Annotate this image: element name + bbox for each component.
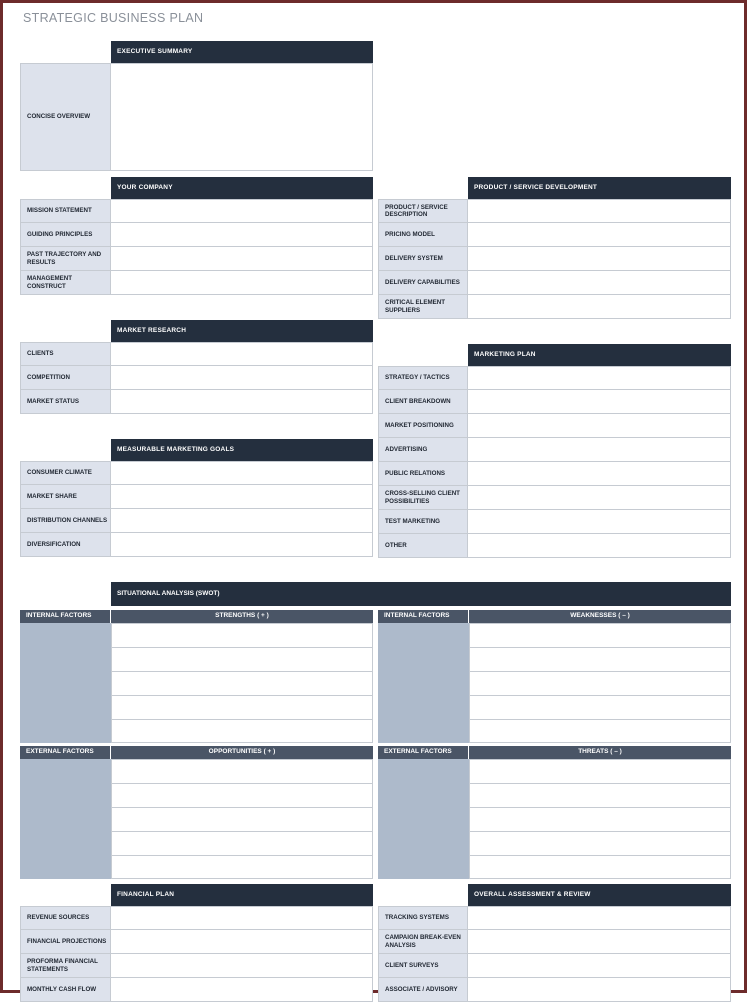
overall-assessment-row bbox=[378, 978, 731, 1002]
strengths-row-line bbox=[111, 719, 373, 720]
financial-plan-row-field[interactable] bbox=[111, 907, 373, 929]
overall-assessment-row-field[interactable] bbox=[468, 954, 731, 977]
marketing-goals-row bbox=[20, 509, 373, 533]
overall-assessment-row-field[interactable] bbox=[468, 907, 731, 929]
financial-plan-row bbox=[20, 930, 373, 954]
weaknesses-side-panel bbox=[378, 623, 469, 743]
marketing-plan-row-field[interactable] bbox=[468, 462, 731, 485]
marketing-goals-header: MEASURABLE MARKETING GOALS bbox=[111, 439, 373, 461]
your-company-row-field[interactable] bbox=[111, 223, 373, 246]
marketing-plan-row bbox=[378, 366, 731, 390]
threats-row-line bbox=[469, 783, 731, 784]
overall-assessment-row bbox=[378, 906, 731, 930]
marketing-plan-row-field[interactable] bbox=[468, 486, 731, 509]
marketing-goals-row-label: DIVERSIFICATION bbox=[20, 533, 111, 556]
page-title: STRATEGIC BUSINESS PLAN bbox=[23, 11, 204, 25]
your-company-row-label: PAST TRAJECTORY AND RESULTS bbox=[20, 247, 111, 270]
opportunities-row-line bbox=[111, 783, 373, 784]
overall-assessment-row-label: CAMPAIGN BREAK-EVEN ANALYSIS bbox=[378, 930, 468, 953]
product-service-row-label: PRICING MODEL bbox=[378, 223, 468, 246]
marketing-plan-row bbox=[378, 390, 731, 414]
opportunities-side-panel bbox=[20, 759, 111, 879]
financial-plan-header: FINANCIAL PLAN bbox=[111, 884, 373, 906]
marketing-plan-header: MARKETING PLAN bbox=[468, 344, 731, 366]
threats-row-line bbox=[469, 807, 731, 808]
marketing-plan-row-label: CLIENT BREAKDOWN bbox=[378, 390, 468, 413]
marketing-goals-row-field[interactable] bbox=[111, 509, 373, 532]
product-service-row-label: CRITICAL ELEMENT SUPPLIERS bbox=[378, 295, 468, 318]
overall-assessment-row-label: CLIENT SURVEYS bbox=[378, 954, 468, 977]
strengths-row-line bbox=[111, 647, 373, 648]
overall-assessment-row bbox=[378, 954, 731, 978]
market-research-row bbox=[20, 390, 373, 414]
marketing-plan-row-label: PUBLIC RELATIONS bbox=[378, 462, 468, 485]
market-research-row-field[interactable] bbox=[111, 366, 373, 389]
product-service-row-field[interactable] bbox=[468, 200, 731, 222]
market-research-row-label: COMPETITION bbox=[20, 366, 111, 389]
marketing-plan-row-field[interactable] bbox=[468, 510, 731, 533]
marketing-plan-row bbox=[378, 534, 731, 558]
marketing-plan-row-label: CROSS-SELLING CLIENT POSSIBILITIES bbox=[378, 486, 468, 509]
threats-input-area[interactable] bbox=[469, 759, 731, 879]
threats-side-label: EXTERNAL FACTORS bbox=[384, 748, 452, 755]
product-service-row-field[interactable] bbox=[468, 247, 731, 270]
market-research-row bbox=[20, 366, 373, 390]
product-service-header: PRODUCT / SERVICE DEVELOPMENT bbox=[468, 177, 731, 199]
weaknesses-header bbox=[378, 610, 731, 623]
marketing-plan-row bbox=[378, 462, 731, 486]
concise-overview-field[interactable] bbox=[111, 64, 373, 170]
weaknesses-row-line bbox=[469, 671, 731, 672]
market-research-row-field[interactable] bbox=[111, 343, 373, 365]
marketing-goals-row-field[interactable] bbox=[111, 533, 373, 556]
overall-assessment-header: OVERALL ASSESSMENT & REVIEW bbox=[468, 884, 731, 906]
marketing-plan-row bbox=[378, 414, 731, 438]
your-company-row-label: MANAGEMENT CONSTRUCT bbox=[20, 271, 111, 294]
financial-plan-row-label: REVENUE SOURCES bbox=[20, 907, 111, 929]
weaknesses-input-area[interactable] bbox=[469, 623, 731, 743]
product-service-row-label: DELIVERY SYSTEM bbox=[378, 247, 468, 270]
your-company-row bbox=[20, 223, 373, 247]
financial-plan-row-label: FINANCIAL PROJECTIONS bbox=[20, 930, 111, 953]
marketing-plan-row-label: MARKET POSITIONING bbox=[378, 414, 468, 437]
strengths-header bbox=[20, 610, 373, 623]
market-research-header: MARKET RESEARCH bbox=[111, 320, 373, 342]
marketing-plan-row-label: ADVERTISING bbox=[378, 438, 468, 461]
marketing-plan-row bbox=[378, 486, 731, 510]
overall-assessment-row-label: TRACKING SYSTEMS bbox=[378, 907, 468, 929]
overall-assessment-row-field[interactable] bbox=[468, 978, 731, 1001]
product-service-row bbox=[378, 271, 731, 295]
marketing-plan-row-field[interactable] bbox=[468, 438, 731, 461]
marketing-goals-row-field[interactable] bbox=[111, 462, 373, 484]
overall-assessment-row bbox=[378, 930, 731, 954]
strengths-label: STRENGTHS ( + ) bbox=[215, 612, 269, 619]
weaknesses-row-line bbox=[469, 719, 731, 720]
opportunities-row-line bbox=[111, 855, 373, 856]
your-company-row-field[interactable] bbox=[111, 271, 373, 294]
weaknesses-row-line bbox=[469, 647, 731, 648]
marketing-goals-row-field[interactable] bbox=[111, 485, 373, 508]
marketing-goals-row-label: MARKET SHARE bbox=[20, 485, 111, 508]
financial-plan-row bbox=[20, 954, 373, 978]
product-service-row bbox=[378, 199, 731, 223]
strengths-input-area[interactable] bbox=[111, 623, 373, 743]
weaknesses-row-line bbox=[469, 695, 731, 696]
marketing-goals-row bbox=[20, 461, 373, 485]
opportunities-input-area[interactable] bbox=[111, 759, 373, 879]
marketing-plan-row-label: STRATEGY / TACTICS bbox=[378, 367, 468, 389]
your-company-header: YOUR COMPANY bbox=[111, 177, 373, 199]
swot-banner: SITUATIONAL ANALYSIS (SWOT) bbox=[111, 582, 731, 606]
product-service-row bbox=[378, 223, 731, 247]
product-service-row-label: PRODUCT / SERVICE DESCRIPTION bbox=[378, 200, 468, 222]
financial-plan-row-label: MONTHLY CASH FLOW bbox=[20, 978, 111, 1001]
opportunities-header bbox=[20, 746, 373, 759]
your-company-row-label: GUIDING PRINCIPLES bbox=[20, 223, 111, 246]
threats-side-panel bbox=[378, 759, 469, 879]
strengths-side-panel bbox=[20, 623, 111, 743]
marketing-plan-row-label: OTHER bbox=[378, 534, 468, 557]
your-company-row-field[interactable] bbox=[111, 200, 373, 222]
market-research-row-label: MARKET STATUS bbox=[20, 390, 111, 413]
marketing-plan-row-field[interactable] bbox=[468, 367, 731, 389]
threats-row-line bbox=[469, 831, 731, 832]
market-research-row-label: CLIENTS bbox=[20, 343, 111, 365]
marketing-plan-row-field[interactable] bbox=[468, 414, 731, 437]
opportunities-row-line bbox=[111, 807, 373, 808]
your-company-row-label: MISSION STATEMENT bbox=[20, 200, 111, 222]
threats-label: THREATS ( – ) bbox=[578, 748, 622, 755]
financial-plan-row-field[interactable] bbox=[111, 954, 373, 977]
your-company-row bbox=[20, 271, 373, 295]
market-research-row bbox=[20, 342, 373, 366]
strengths-side-label: INTERNAL FACTORS bbox=[26, 612, 92, 619]
marketing-plan-row bbox=[378, 510, 731, 534]
product-service-row bbox=[378, 247, 731, 271]
financial-plan-row-field[interactable] bbox=[111, 930, 373, 953]
marketing-goals-row bbox=[20, 485, 373, 509]
your-company-row bbox=[20, 199, 373, 223]
opportunities-side-label: EXTERNAL FACTORS bbox=[26, 748, 94, 755]
marketing-goals-row-label: CONSUMER CLIMATE bbox=[20, 462, 111, 484]
financial-plan-row bbox=[20, 978, 373, 1002]
product-service-row-field[interactable] bbox=[468, 223, 731, 246]
concise-overview-label: CONCISE OVERVIEW bbox=[20, 64, 111, 170]
marketing-goals-row-label: DISTRIBUTION CHANNELS bbox=[20, 509, 111, 532]
opportunities-label: OPPORTUNITIES ( + ) bbox=[208, 748, 276, 755]
executive-summary-header: EXECUTIVE SUMMARY bbox=[111, 41, 373, 63]
product-service-row-field[interactable] bbox=[468, 271, 731, 294]
weaknesses-side-label: INTERNAL FACTORS bbox=[384, 612, 450, 619]
product-service-row bbox=[378, 295, 731, 319]
marketing-plan-row-field[interactable] bbox=[468, 534, 731, 557]
product-service-row-field[interactable] bbox=[468, 295, 731, 318]
threats-header bbox=[378, 746, 731, 759]
strengths-row-line bbox=[111, 671, 373, 672]
financial-plan-row-label: PROFORMA FINANCIAL STATEMENTS bbox=[20, 954, 111, 977]
marketing-goals-row bbox=[20, 533, 373, 557]
market-research-row-field[interactable] bbox=[111, 390, 373, 413]
marketing-plan-row-label: TEST MARKETING bbox=[378, 510, 468, 533]
your-company-row-field[interactable] bbox=[111, 247, 373, 270]
overall-assessment-row-field[interactable] bbox=[468, 930, 731, 953]
weaknesses-label: WEAKNESSES ( – ) bbox=[570, 612, 630, 619]
marketing-plan-row-field[interactable] bbox=[468, 390, 731, 413]
your-company-row bbox=[20, 247, 373, 271]
marketing-plan-row bbox=[378, 438, 731, 462]
threats-row-line bbox=[469, 855, 731, 856]
strengths-row-line bbox=[111, 695, 373, 696]
executive-summary-row bbox=[20, 63, 373, 171]
opportunities-row-line bbox=[111, 831, 373, 832]
overall-assessment-row-label: ASSOCIATE / ADVISORY bbox=[378, 978, 468, 1001]
financial-plan-row bbox=[20, 906, 373, 930]
financial-plan-row-field[interactable] bbox=[111, 978, 373, 1001]
product-service-row-label: DELIVERY CAPABILITIES bbox=[378, 271, 468, 294]
